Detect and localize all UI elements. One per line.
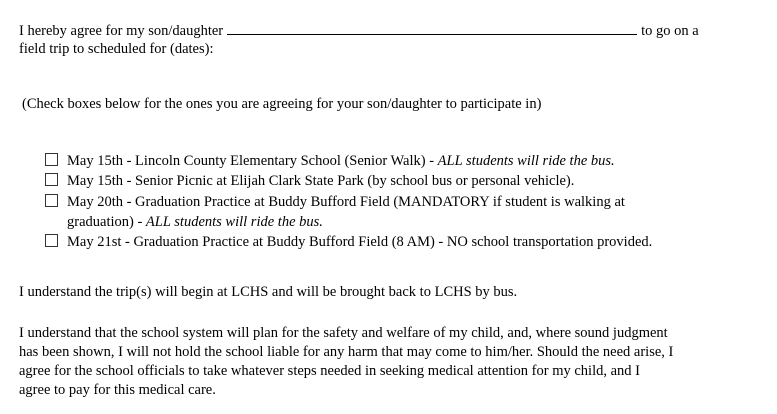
option-row-3 [45, 193, 625, 212]
instruction-text: (Check boxes below for the ones you are agreeing for your son/daughter to participate in) [22, 96, 542, 112]
liability-line-3: agree for the school officials to take whatever steps needed in seeking medical attention for my child, and I [19, 363, 641, 379]
intro-text-before: I hereby agree for my son/daughter [19, 23, 224, 39]
option-3-text: May 20th - Graduation Practice at Buddy Bufford Field (MANDATORY if student is walking at [67, 194, 625, 210]
intro-line-2: field trip to scheduled for (dates): [19, 41, 214, 57]
option-row-3-cont [67, 213, 323, 232]
option-row-2 [45, 172, 574, 191]
liability-line-1: I understand that the school system will plan for the safety and welfare of my child, and, where sound judgment [19, 325, 668, 341]
option-3-text-cont: graduation) - [67, 214, 146, 230]
student-name-blank[interactable] [227, 21, 637, 35]
trip-note: I understand the trip(s) will begin at LCHS and will be brought back to LCHS by bus. [19, 284, 518, 300]
liability-line-4: agree to pay for this medical care. [19, 382, 216, 398]
option-row-1 [45, 152, 615, 171]
option-2-text: May 15th - Senior Picnic at Elijah Clark State Park (by school bus or personal vehicle). [67, 173, 575, 189]
intro-text-after: to go on a [641, 23, 699, 39]
intro-line-1 [19, 21, 699, 41]
liability-line-2: has been shown, I will not hold the school liable for any harm that may come to him/her. Should the need arise, I [19, 344, 674, 360]
option-1-text: May 15th - Lincoln County Elementary School (Senior Walk) - [67, 153, 438, 169]
option-1-checkbox[interactable] [45, 153, 58, 166]
option-2-checkbox[interactable] [45, 173, 58, 186]
option-3-italic: ALL students will ride the bus. [145, 214, 323, 230]
option-1-italic: ALL students will ride the bus. [437, 153, 615, 169]
option-3-checkbox[interactable] [45, 194, 58, 207]
option-4-checkbox[interactable] [45, 234, 58, 247]
option-4-text: May 21st - Graduation Practice at Buddy Bufford Field (8 AM) - NO school transportation provided. [67, 234, 653, 250]
option-row-4 [45, 233, 652, 252]
